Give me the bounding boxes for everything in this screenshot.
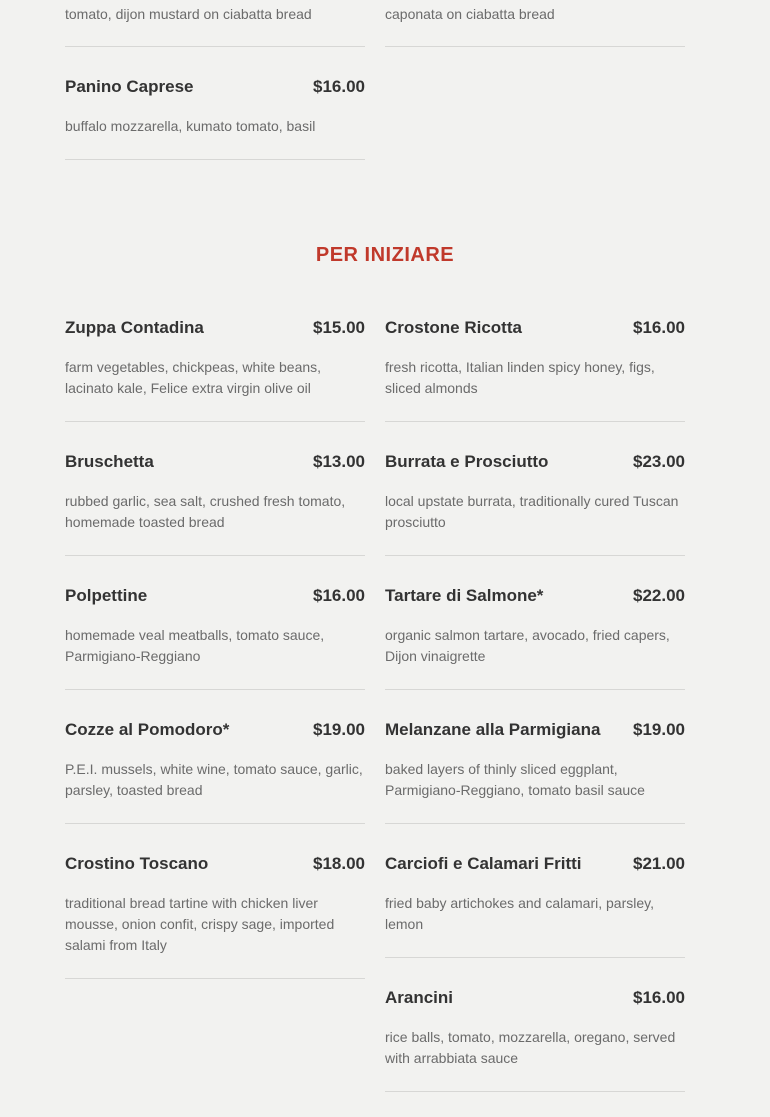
item-name: Tartare di Salmone* [385,586,544,605]
item-price: $16.00 [313,586,365,605]
item-name: Arancini [385,988,454,1007]
section-title: PER INIZIARE [315,244,455,266]
partial-item-desc-right: caponata on ciabatta bread [385,6,555,22]
item-price: $22.00 [633,586,685,605]
item-description: local upstate burrata, traditionally cured Tuscan prosciutto [385,493,679,530]
item-price: $23.00 [633,452,685,471]
partial-item-desc-left: tomato, dijon mustard on ciabatta bread [65,6,312,22]
item-price: $21.00 [633,854,685,873]
item-name: Polpettine [65,586,148,605]
menu-item [385,318,685,422]
menu-item [385,854,685,958]
item-price: $19.00 [313,720,365,739]
item-name: Bruschetta [65,452,154,471]
item-name: Cozze al Pomodoro* [65,720,230,739]
item-name: Melanzane alla Parmigiana [385,720,601,739]
item-description: fried baby artichokes and calamari, parsley, lemon [385,895,654,932]
item-name: Crostone Ricotta [385,318,522,337]
menu-item [65,318,365,422]
item-description: rubbed garlic, sea salt, crushed fresh tomato, homemade toasted bread [65,493,346,530]
item-description: homemade veal meatballs, tomato sauce, Parmigiano-Reggiano [65,627,325,664]
item-name: Crostino Toscano [65,854,209,873]
menu-item [65,586,365,690]
item-price: $16.00 [313,77,365,96]
menu-item [385,988,685,1092]
item-description: traditional bread tartine with chicken liver mousse, onion confit, crispy sage, imported salami from Italy [65,895,335,953]
menu-item [385,720,685,824]
item-price: $16.00 [633,988,685,1007]
menu-item [385,452,685,556]
item-description: baked layers of thinly sliced eggplant, Parmigiano-Reggiano, tomato basil sauce [385,761,645,798]
item-price: $19.00 [633,720,685,739]
item-description: P.E.I. mussels, white wine, tomato sauce, garlic, parsley, toasted bread [65,761,363,798]
menu-item [385,586,685,690]
item-price: $13.00 [313,452,365,471]
item-name: Carciofi e Calamari Fritti [385,854,582,873]
item-price: $15.00 [313,318,365,337]
item-price: $18.00 [313,854,365,873]
item-name: Zuppa Contadina [65,318,204,337]
item-description: rice balls, tomato, mozzarella, oregano, served with arrabbiata sauce [385,1029,676,1066]
menu-item [65,854,365,979]
item-description: farm vegetables, chickpeas, white beans, lacinato kale, Felice extra virgin olive oil [65,359,322,396]
item-description: organic salmon tartare, avocado, fried capers, Dijon vinaigrette [385,627,670,664]
item-description: buffalo mozzarella, kumato tomato, basil [65,118,316,134]
menu-item-panino-caprese [65,77,365,160]
item-description: fresh ricotta, Italian linden spicy honey, figs, sliced almonds [385,359,655,396]
item-price: $16.00 [633,318,685,337]
item-name: Burrata e Prosciutto [385,452,549,471]
menu-item [65,452,365,556]
divider [385,46,685,47]
item-name: Panino Caprese [65,77,194,96]
divider [65,46,365,47]
menu-item [65,720,365,824]
